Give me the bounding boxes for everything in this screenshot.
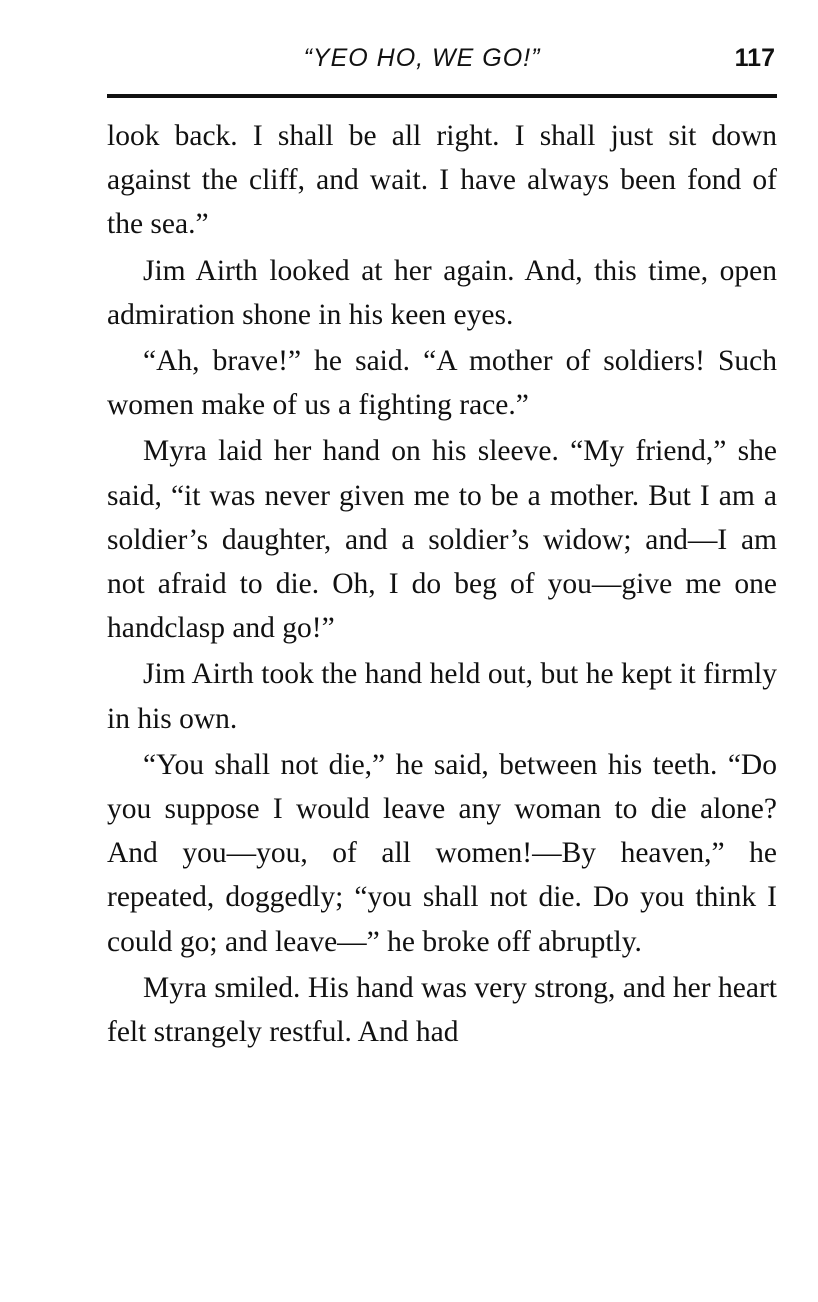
- paragraph-6: “You shall not die,” he said, between his teeth. “Do you suppose I would leave any woman to die alone? And you—you, of all women!—By heaven,” he repeated, doggedly; “you shall not die. Do you think I could go; and leave—” he broke off abruptly.: [107, 748, 777, 958]
- paragraph-1: look back. I shall be all right. I shall just sit down against the cliff, and wait. I have always been fond of the sea.”: [107, 120, 777, 241]
- page-number: 117: [734, 44, 775, 72]
- running-title: “YEO HO, WE GO!”: [303, 44, 541, 72]
- paragraph-4: Myra laid her hand on his sleeve. “My friend,” she said, “it was never given me to be a mother. But I am a soldier’s daughter, and a soldier’s widow; and—I am not afraid to die. Oh, I do beg of you—give me one handclasp and go!”: [107, 435, 777, 645]
- body-text: [107, 114, 777, 1054]
- running-head: [107, 38, 777, 90]
- header-rule: [107, 94, 777, 98]
- paragraph-7: Myra smiled. His hand was very strong, and her heart felt strangely restful. And had: [107, 971, 777, 1049]
- paragraph-5: Jim Airth took the hand held out, but he kept it firmly in his own.: [107, 658, 777, 735]
- paragraph-3: “Ah, brave!” he said. “A mother of soldiers! Such women make of us a fighting race.”: [107, 345, 777, 422]
- book-page: [107, 38, 777, 1056]
- paragraph-2: Jim Airth looked at her again. And, this time, open admiration shone in his keen eyes.: [107, 254, 777, 331]
